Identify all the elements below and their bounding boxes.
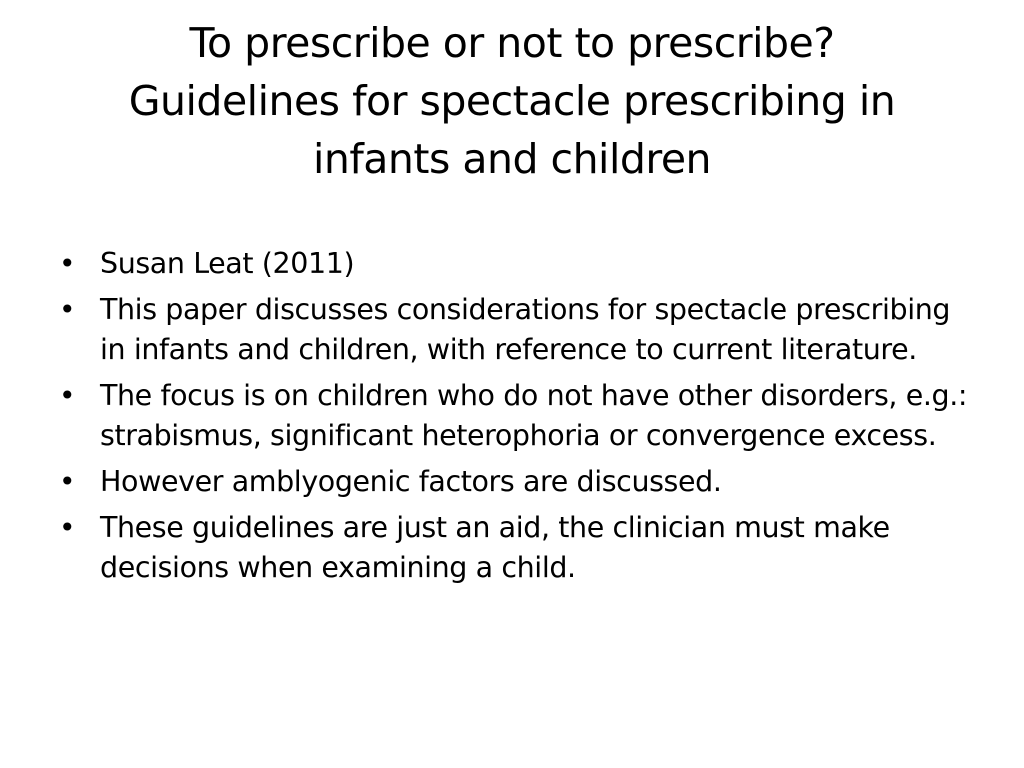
bullet-dot-icon: •	[59, 511, 76, 544]
bullet-item	[57, 244, 977, 284]
bullet-dot-icon: •	[59, 247, 76, 280]
bullet-text: These guidelines are just an aid, the clinician must make decisions when examining a child.	[100, 511, 890, 584]
slide-title	[90, 14, 934, 188]
slide-title-line: Guidelines for spectacle prescribing in	[128, 77, 896, 125]
bullet-item	[57, 508, 977, 588]
bullet-text: The focus is on children who do not have other disorders, e.g.: strabismus, significant heterophoria or convergence excess.	[100, 379, 968, 452]
slide-title-line: To prescribe or not to prescribe?	[189, 19, 835, 67]
bullet-text: However amblyogenic factors are discussed.	[100, 465, 722, 498]
bullet-text: Susan Leat (2011)	[100, 247, 355, 280]
bullet-dot-icon: •	[59, 379, 76, 412]
bullet-item	[57, 462, 977, 502]
bullet-dot-icon: •	[59, 293, 76, 326]
bullet-dot-icon: •	[59, 465, 76, 498]
bullet-item	[57, 290, 977, 370]
bullet-list	[57, 244, 977, 594]
bullet-item	[57, 376, 977, 456]
bullet-text: This paper discusses considerations for spectacle prescribing in infants and children, with reference to current literature.	[100, 293, 951, 366]
slide-title-line: infants and children	[312, 135, 712, 183]
